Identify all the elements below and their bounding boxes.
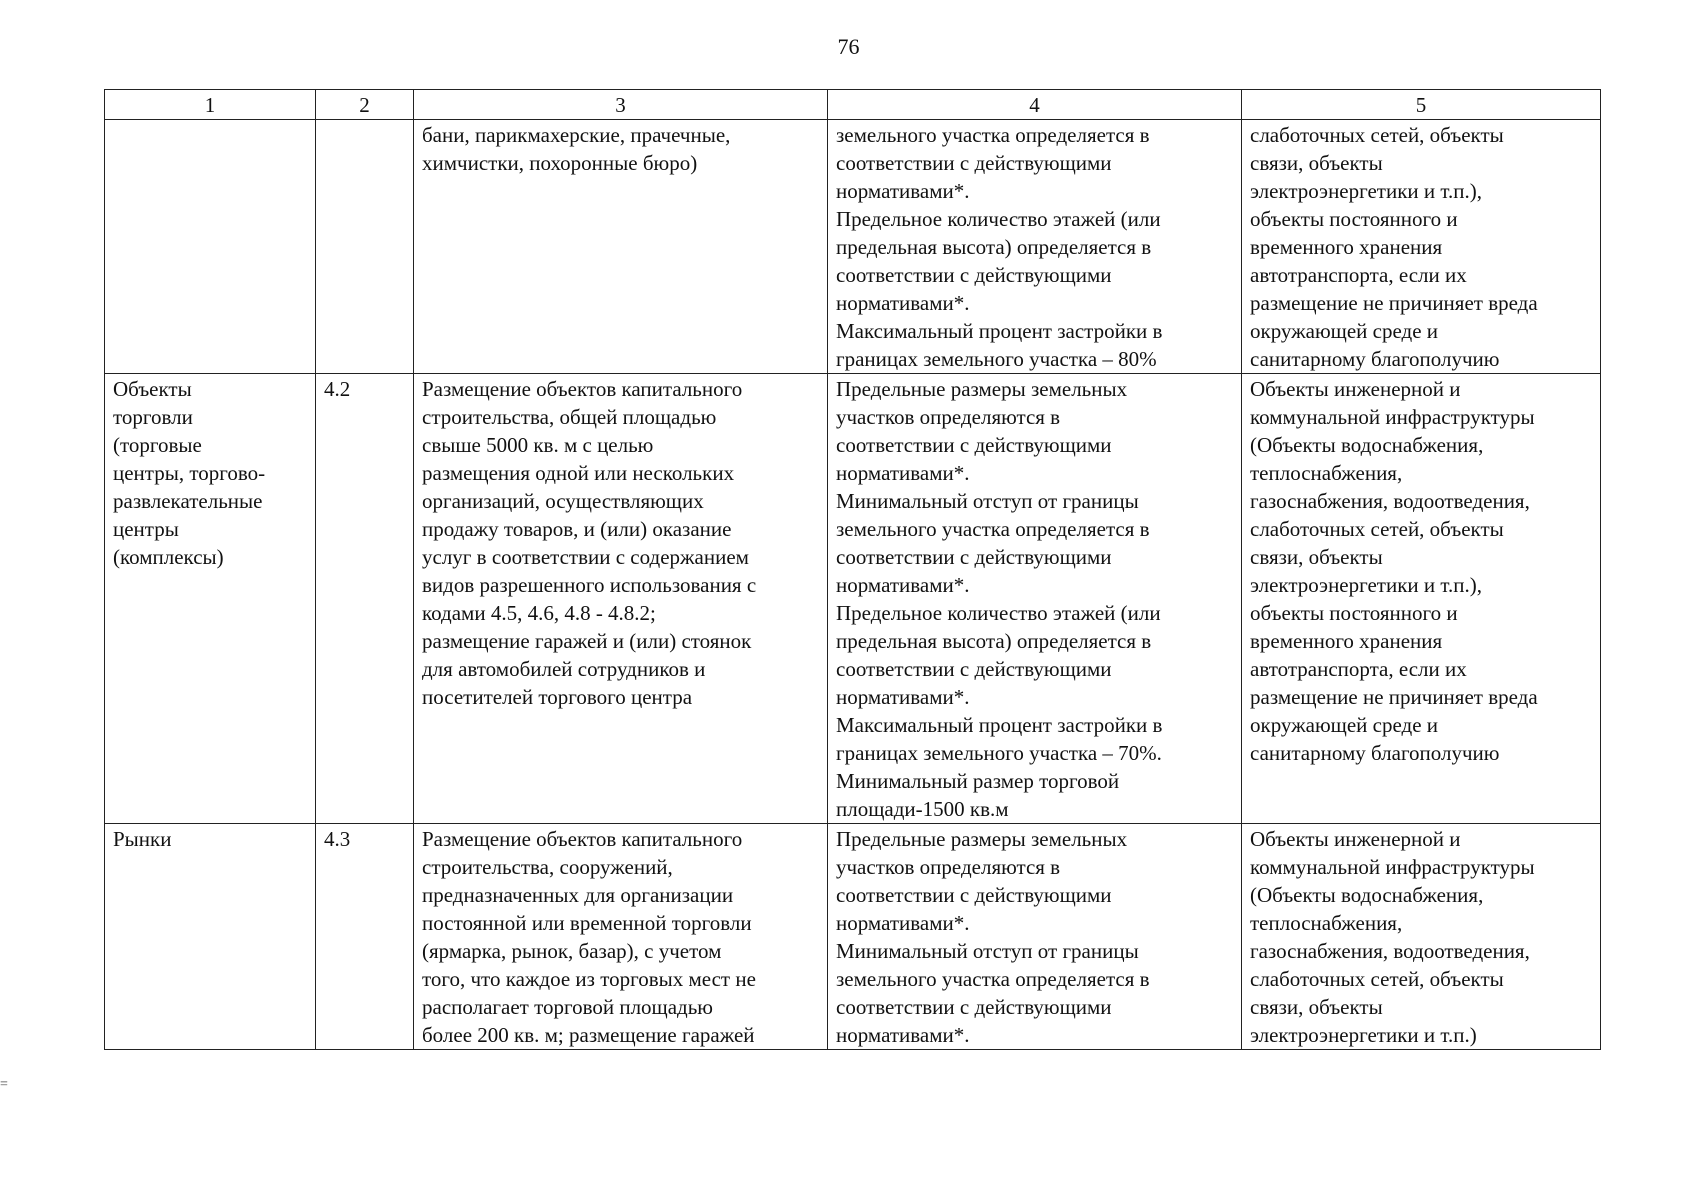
cell-auxiliary-uses <box>1242 374 1601 824</box>
cell-text-line: соответствии с действующими <box>836 657 1112 681</box>
cell-text-line: торговли <box>113 405 193 429</box>
cell-text-line: (ярмарка, рынок, базар), с учетом <box>422 939 722 963</box>
cell-text-line: видов разрешенного использования с <box>422 573 757 597</box>
page-number: 76 <box>837 34 860 59</box>
cell-text-line: земельного участка определяется в <box>836 517 1150 541</box>
cell-text-line: (торговые <box>113 433 202 457</box>
cell-text-line: размещение не причиняет вреда <box>1250 291 1538 315</box>
cell-text-line: для автомобилей сотрудников и <box>422 657 706 681</box>
cell-text-line: окружающей среде и <box>1250 319 1439 343</box>
cell-auxiliary-uses <box>1242 824 1601 1050</box>
cell-text-line: химчистки, похоронные бюро) <box>422 151 698 175</box>
cell-text-line: коммунальной инфраструктуры <box>1250 405 1535 429</box>
cell-text-line: соответствии с действующими <box>836 545 1112 569</box>
cell-text-line: Минимальный отступ от границы <box>836 489 1139 513</box>
cell-text-line: автотранспорта, если их <box>1250 657 1467 681</box>
cell-text-line: временного хранения <box>1250 235 1443 259</box>
cell-use-type <box>105 120 316 374</box>
cell-text-line: окружающей среде и <box>1250 713 1439 737</box>
cell-text-line: связи, объекты <box>1250 545 1383 569</box>
cell-text-line: связи, объекты <box>1250 151 1383 175</box>
cell-text-line: предельная высота) определяется в <box>836 235 1152 259</box>
cell-text-line: Минимальный размер торговой <box>836 769 1120 793</box>
cell-text-line: санитарному благополучию <box>1250 741 1500 765</box>
cell-text-line: размещение гаражей и (или) стоянок <box>422 629 752 653</box>
cell-code <box>316 120 414 374</box>
cell-text-line: объекты постоянного и <box>1250 601 1458 625</box>
cell-text-line: границах земельного участка – 70%. <box>836 741 1162 765</box>
cell-text-line: (Объекты водоснабжения, <box>1250 883 1484 907</box>
cell-text-line: Максимальный процент застройки в <box>836 319 1163 343</box>
margin-mark: = <box>0 1077 8 1092</box>
cell-text-line: предназначенных для организации <box>422 883 734 907</box>
cell-text-line: кодами 4.5, 4.6, 4.8 - 4.8.2; <box>422 601 656 625</box>
cell-text-line: газоснабжения, водоотведения, <box>1250 489 1530 513</box>
cell-description <box>414 374 828 824</box>
cell-text-line: (комплексы) <box>113 545 224 569</box>
cell-text-line: центры, торгово- <box>113 461 266 485</box>
cell-code <box>316 374 414 824</box>
cell-text-line: (Объекты водоснабжения, <box>1250 433 1484 457</box>
cell-text-line: Максимальный процент застройки в <box>836 713 1163 737</box>
cell-text-line: Объекты инженерной и <box>1250 827 1461 851</box>
cell-text-line: 4.3 <box>324 827 351 851</box>
cell-auxiliary-uses <box>1242 120 1601 374</box>
cell-text-line: Минимальный отступ от границы <box>836 939 1139 963</box>
cell-text-line: Объекты инженерной и <box>1250 377 1461 401</box>
cell-parameters <box>828 824 1242 1050</box>
cell-text-line: 4.2 <box>324 377 351 401</box>
table-row <box>105 120 1601 374</box>
table-row <box>105 374 1601 824</box>
cell-text-line: соответствии с действующими <box>836 995 1112 1019</box>
zoning-table <box>104 89 1601 1050</box>
cell-text-line: нормативами*. <box>836 291 970 315</box>
cell-text-line: организаций, осуществляющих <box>422 489 704 513</box>
cell-text-line: размещения одной или нескольких <box>422 461 735 485</box>
cell-text-line: участков определяются в <box>836 855 1061 879</box>
cell-text-line: посетителей торгового центра <box>422 685 693 709</box>
cell-text-line: теплоснабжения, <box>1250 911 1403 935</box>
cell-text-line: коммунальной инфраструктуры <box>1250 855 1535 879</box>
cell-text-line: располагает торговой площадью <box>422 995 713 1019</box>
cell-text-line: центры <box>113 517 179 541</box>
cell-text-line: объекты постоянного и <box>1250 207 1458 231</box>
cell-text-line: земельного участка определяется в <box>836 123 1150 147</box>
cell-text-line: Размещение объектов капитального <box>422 827 743 851</box>
header-cell-1: 1 <box>105 90 316 120</box>
cell-text-line: нормативами*. <box>836 1023 970 1047</box>
cell-text-line: слаботочных сетей, объекты <box>1250 517 1504 541</box>
cell-use-type <box>105 374 316 824</box>
cell-text-line: нормативами*. <box>836 911 970 935</box>
cell-text-line: нормативами*. <box>836 685 970 709</box>
header-cell-5: 5 <box>1242 90 1601 120</box>
cell-text-line: площади-1500 кв.м <box>836 797 1009 821</box>
cell-text-line: Объекты <box>113 377 192 401</box>
cell-text-line: электроэнергетики и т.п.), <box>1250 179 1482 203</box>
cell-text-line: электроэнергетики и т.п.) <box>1250 1023 1477 1047</box>
cell-text-line: границах земельного участка – 80% <box>836 347 1157 371</box>
header-cell-3: 3 <box>414 90 828 120</box>
cell-text-line: Предельные размеры земельных <box>836 827 1128 851</box>
cell-text-line: соответствии с действующими <box>836 433 1112 457</box>
cell-description <box>414 120 828 374</box>
cell-text-line: газоснабжения, водоотведения, <box>1250 939 1530 963</box>
cell-text-line: Предельные размеры земельных <box>836 377 1128 401</box>
cell-code <box>316 824 414 1050</box>
cell-text-line: участков определяются в <box>836 405 1061 429</box>
table-body <box>105 120 1601 1050</box>
table-row <box>105 824 1601 1050</box>
cell-text-line: предельная высота) определяется в <box>836 629 1152 653</box>
cell-text-line: строительства, сооружений, <box>422 855 673 879</box>
cell-text-line: слаботочных сетей, объекты <box>1250 123 1504 147</box>
cell-text-line: постоянной или временной торговли <box>422 911 752 935</box>
cell-parameters <box>828 120 1242 374</box>
cell-text-line: Предельное количество этажей (или <box>836 601 1161 625</box>
cell-text-line: соответствии с действующими <box>836 151 1112 175</box>
cell-text-line: слаботочных сетей, объекты <box>1250 967 1504 991</box>
cell-text-line: соответствии с действующими <box>836 883 1112 907</box>
cell-text-line: электроэнергетики и т.п.), <box>1250 573 1482 597</box>
cell-text-line: санитарному благополучию <box>1250 347 1500 371</box>
cell-text-line: нормативами*. <box>836 573 970 597</box>
cell-text-line: связи, объекты <box>1250 995 1383 1019</box>
cell-text-line: более 200 кв. м; размещение гаражей <box>422 1023 755 1047</box>
cell-text-line: размещение не причиняет вреда <box>1250 685 1538 709</box>
cell-text-line: Рынки <box>113 827 172 851</box>
cell-text-line: свыше 5000 кв. м с целью <box>422 433 654 457</box>
cell-text-line: строительства, общей площадью <box>422 405 717 429</box>
cell-text-line: Размещение объектов капитального <box>422 377 743 401</box>
cell-text-line: нормативами*. <box>836 179 970 203</box>
cell-text-line: Предельное количество этажей (или <box>836 207 1161 231</box>
cell-text-line: теплоснабжения, <box>1250 461 1403 485</box>
cell-text-line: автотранспорта, если их <box>1250 263 1467 287</box>
header-cell-2: 2 <box>316 90 414 120</box>
cell-text-line: нормативами*. <box>836 461 970 485</box>
cell-text-line: услуг в соответствии с содержанием <box>422 545 749 569</box>
cell-text-line: соответствии с действующими <box>836 263 1112 287</box>
cell-text-line: продажу товаров, и (или) оказание <box>422 517 732 541</box>
cell-description <box>414 824 828 1050</box>
header-cell-4: 4 <box>828 90 1242 120</box>
cell-text-line: того, что каждое из торговых мест не <box>422 967 756 991</box>
header-row <box>105 90 1601 120</box>
cell-text-line: земельного участка определяется в <box>836 967 1150 991</box>
cell-text-line: временного хранения <box>1250 629 1443 653</box>
cell-text-line: развлекательные <box>113 489 263 513</box>
cell-use-type <box>105 824 316 1050</box>
cell-parameters <box>828 374 1242 824</box>
cell-text-line: бани, парикмахерские, прачечные, <box>422 123 731 147</box>
